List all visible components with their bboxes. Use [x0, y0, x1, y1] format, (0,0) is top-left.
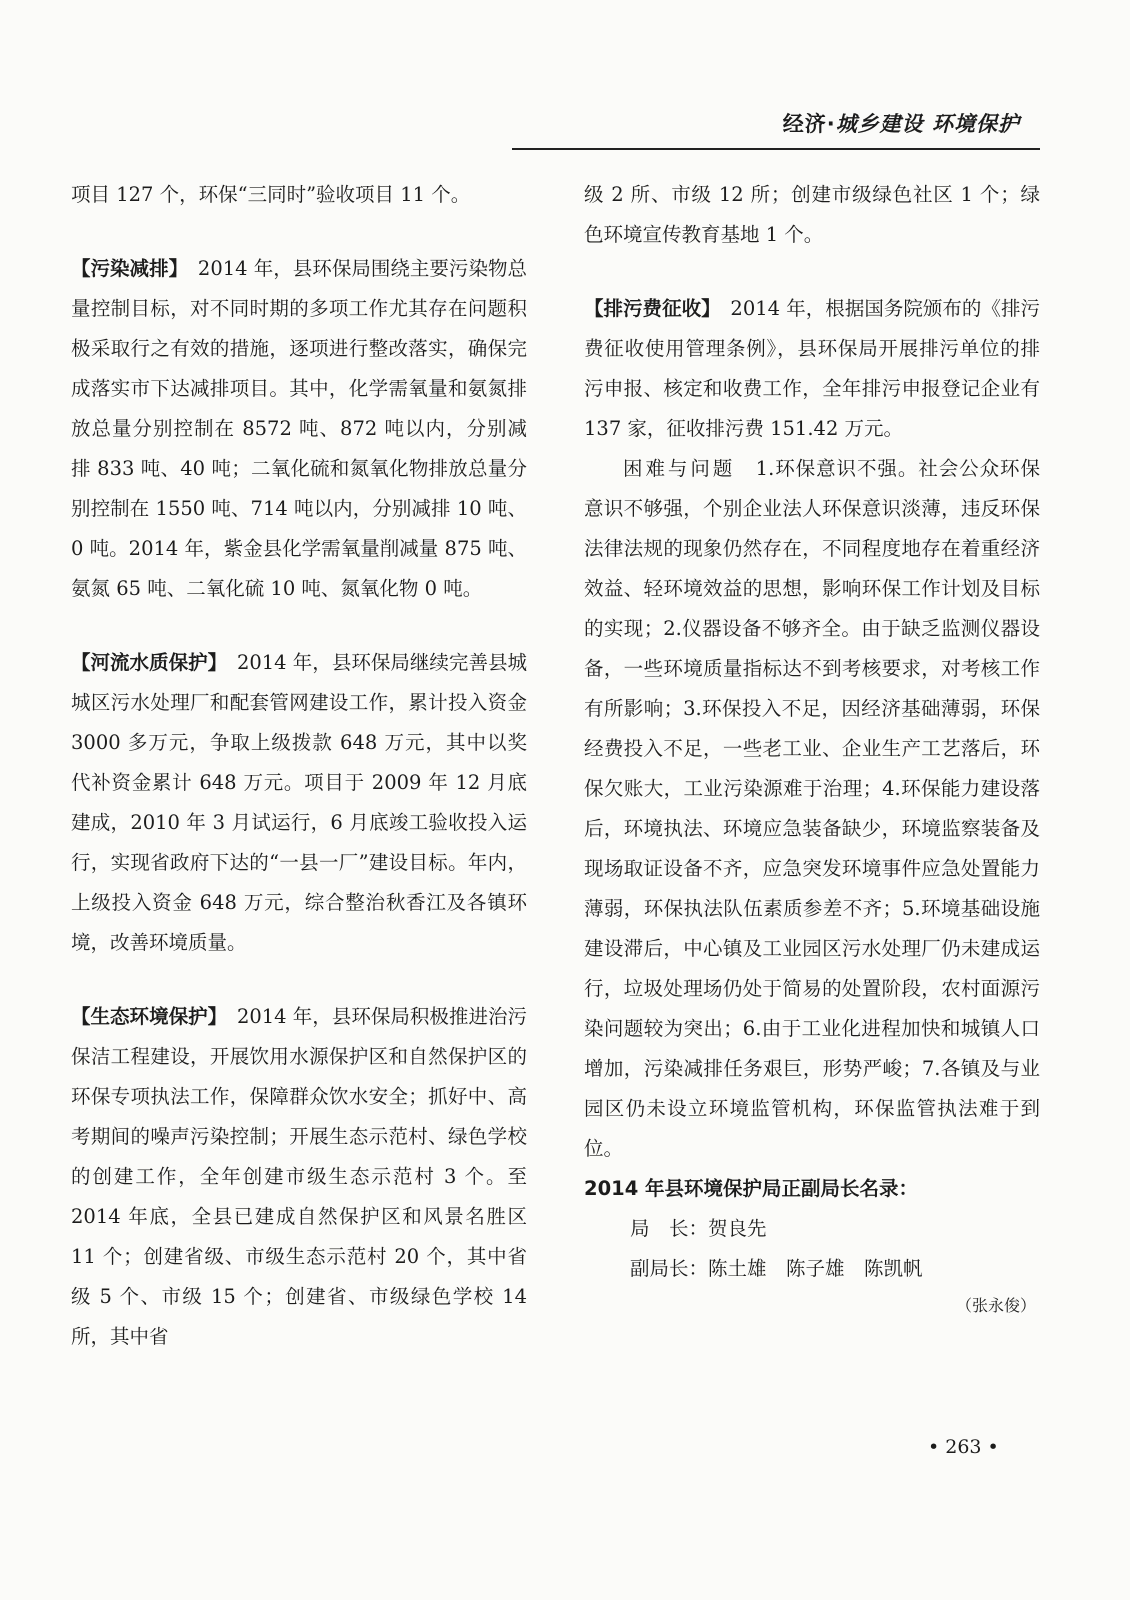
section-title: 【排污费征收】: [584, 297, 711, 320]
right-column: [584, 175, 1040, 1323]
section-title: 【生态环境保护】: [71, 1005, 218, 1028]
left-column: [71, 175, 527, 1357]
roster-item: [584, 1249, 1040, 1289]
roster-item: [584, 1209, 1040, 1249]
section-ecology: [71, 997, 527, 1357]
section-body: 2014 年，县环保局围绕主要污染物总量控制目标，对不同时期的多项工作尤其存在问题积极采取行之有效的措施，逐项进行整改落实，确保完成落实市下达减排项目。其中，化学需氧量和氨氮排放总量分别控制在 8572 吨、872 吨以内，分别减排 833 吨、40 吨；二氧化硫和氮氧化物排放总量分别控制在 1550 吨、714 吨以内，分别减排 10 吨、0 吨。2014 年，紫金县化学需氧量削减量 875 吨、氨氮 65 吨、二氧化硫 10 吨、氮氧化物 0 吨。: [71, 257, 527, 600]
roster-names: 陈土雄 陈子雄 陈凯帆: [708, 1257, 923, 1280]
section-river-water: [71, 643, 527, 963]
running-header: [783, 108, 1020, 138]
roster-role: 局 长：: [630, 1217, 709, 1240]
roster-title: 2014 年县环境保护局正副局长名录：: [584, 1177, 919, 1200]
section-pollution-reduction: [71, 249, 527, 609]
roster-list: [584, 1209, 1040, 1289]
problems-lead: 困难与问题: [623, 457, 736, 480]
section-sewage-fees: [584, 289, 1040, 449]
section-title: 【污染减排】: [71, 257, 179, 280]
section-body: 2014 年，县环保局继续完善县城城区污水处理厂和配套管网建设工作，累计投入资金 3000 多万元，争取上级拨款 648 万元，其中以奖代补资金累计 648 万元。项目于 2009 年 12 月底建成，2010 年 3 月试运行，6 月底竣工验收投入运行，实现省政府下达的“一县一厂”建设目标。年内，上级投入资金 648 万元，综合整治秋香江及各镇环境，改善环境质量。: [71, 651, 527, 954]
page-number: • 263 •: [928, 1436, 999, 1458]
intro-paragraph: 项目 127 个，环保“三同时”验收项目 11 个。: [71, 183, 471, 206]
section-body: 2014 年，县环保局积极推进治污保洁工程建设，开展饮用水源保护区和自然保护区的环保专项执法工作，保障群众饮水安全；抓好中、高考期间的噪声污染控制；开展生态示范村、绿色学校的创建工作，全年创建市级生态示范村 3 个。至 2014 年底，全县已建成自然保护区和风景名胜区 11 个；创建省级、市级生态示范村 20 个，其中省级 5 个、市级 15 个；创建省、市级绿色学校 14 所，其中省: [71, 1005, 527, 1348]
header-main: 经济: [782, 112, 827, 136]
author-credit: （张永俊）: [955, 1296, 1036, 1315]
section-title: 【河流水质保护】: [71, 651, 218, 674]
continuation-paragraph: 级 2 所、市级 12 所；创建市级绿色社区 1 个；绿色环境宣传教育基地 1 个。: [584, 183, 1040, 246]
section-body: 2014 年，根据国务院颁布的《排污费征收使用管理条例》，县环保局开展排污单位的排污申报、核定和收费工作，全年排污申报登记企业有 137 家，征收排污费 151.42 万元。: [584, 297, 1040, 440]
roster-names: 贺良先: [708, 1217, 767, 1240]
header-rule: [512, 148, 1040, 150]
problems-paragraph: [584, 449, 1040, 1169]
header-dot: ·: [826, 112, 836, 136]
problems-body: 1.环保意识不强。社会公众环保意识不够强，个别企业法人环保意识淡薄，违反环保法律法规的现象仍然存在，不同程度地存在着重经济效益、轻环境效益的思想，影响环保工作计划及目标的实现；2.仪器设备不够齐全。由于缺乏监测仪器设备，一些环境质量指标达不到考核要求，对考核工作有所影响；3.环保投入不足，因经济基础薄弱，环保经费投入不足，一些老工业、企业生产工艺落后，环保欠账大，工业污染源难于治理；4.环保能力建设落后，环境执法、环境应急装备缺少，环境监察装备及现场取证设备不齐，应急突发环境事件应急处置能力薄弱，环保执法队伍素质参差不齐；5.环境基础设施建设滞后，中心镇及工业园区污水处理厂仍未建成运行，垃圾处理场仍处于简易的处置阶段，农村面源污染问题较为突出；6.由于工业化进程加快和城镇人口增加，污染减排任务艰巨，形势严峻；7.各镇及与业园区仍未设立环境监管机构，环保监管执法难于到位。: [584, 457, 1040, 1160]
roster-role: 副局长：: [630, 1257, 709, 1280]
header-sub: 城乡建设 环境保护: [835, 112, 1020, 136]
